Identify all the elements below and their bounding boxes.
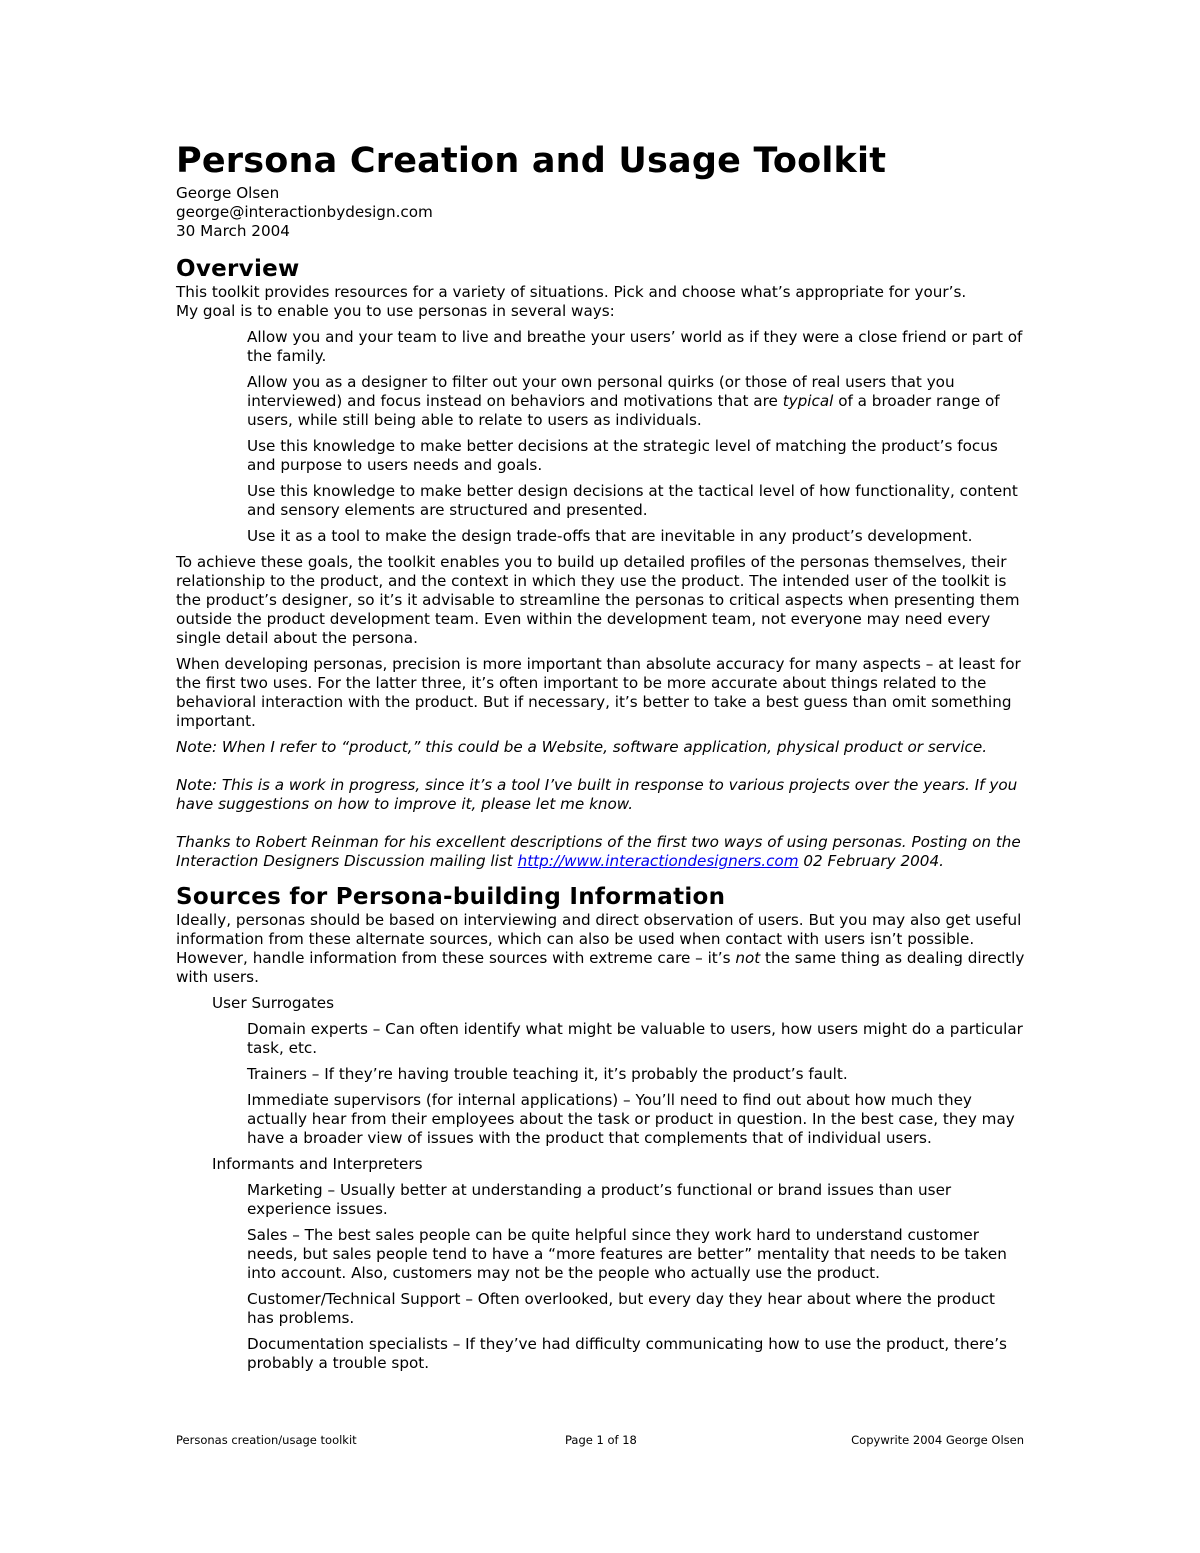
sources-intro: Ideally, personas should be based on interviewing and direct observation of users. But you may also get useful information from these alternate sources, which can also be used when contact with users isn’t possible. However, handle information from these sources with extreme care – it’s not the same thing as dealing directly with users. (176, 911, 1025, 986)
emphasis-typical: typical (782, 392, 834, 410)
overview-intro-line1: This toolkit provides resources for a variety of situations. Pick and choose what’s appropriate for your’s. (176, 283, 967, 301)
list-item: Marketing – Usually better at understanding a product’s functional or brand issues than user experience issues. (247, 1181, 952, 1218)
goal-item-2: Allow you as a designer to filter out your own personal quirks (or those of real users that you interviewed) and focus instead on behaviors and motivations that are typical of a broader range of users, while still being able to relate to users as individuals. (247, 373, 1000, 429)
goal-item-5: Use it as a tool to make the design trade-offs that are inevitable in any product’s development. (247, 527, 973, 545)
sources-heading: Sources for Persona-building Information (176, 884, 726, 910)
note-work-in-progress: Note: This is a work in progress, since it’s a tool I’ve built in response to various projects over the years. If you have suggestions on how to improve it, please let me know. (176, 776, 1018, 813)
list-item: Trainers – If they’re having trouble teaching it, it’s probably the product’s fault. (247, 1065, 848, 1083)
document-date: 30 March 2004 (176, 222, 290, 240)
goal-item-1: Allow you and your team to live and breathe your users’ world as if they were a close friend or part of the family. (247, 328, 1023, 365)
footer-page-number: Page 1 of 18 (565, 1433, 637, 1447)
list-item: Immediate supervisors (for internal applications) – You’ll need to find out about how much they actually hear from their employees about the task or product in question. In the best case, they may have a broader view of issues with the product that complements that of individual users. (247, 1091, 1015, 1147)
goal-item-3: Use this knowledge to make better decisions at the strategic level of matching the product’s focus and purpose to users needs and goals. (247, 437, 998, 474)
footer-doc-name: Personas creation/usage toolkit (176, 1433, 357, 1447)
thanks-note: Thanks to Robert Reinman for his excellent descriptions of the first two ways of using personas. Posting on the Interaction Designers Discussion mailing list http://www.interactiondesigners.com 02 February 2004. (176, 833, 1021, 870)
overview-paragraph-1: To achieve these goals, the toolkit enables you to build up detailed profiles of the personas themselves, their relationship to the product, and the context in which they use the product. The intended user of the toolkit is the product’s designer, so it’s it advisable to streamline the personas to critical aspects when presenting them outside the product development team. Even within the development team, not everyone may need every single detail about the persona. (176, 553, 1020, 647)
document-title: Persona Creation and Usage Toolkit (176, 141, 887, 181)
group-label-informants: Informants and Interpreters (212, 1155, 423, 1173)
list-item: Customer/Technical Support – Often overlooked, but every day they hear about where the product has problems. (247, 1290, 996, 1327)
page-content (176, 140, 1026, 1380)
author-email: george@interactionbydesign.com (176, 203, 433, 221)
list-item: Domain experts – Can often identify what might be valuable to users, how users might do a particular task, etc. (247, 1020, 1023, 1057)
list-item: Sales – The best sales people can be quite helpful since they work hard to understand customer needs, but sales people tend to have a “more features are better” mentality that needs to be taken into account. Also, customers may not be the people who actually use the product. (247, 1226, 1007, 1282)
author-name: George Olsen (176, 184, 280, 202)
interaction-designers-link[interactable]: http://www.interactiondesigners.com (517, 852, 799, 870)
group-label-user-surrogates: User Surrogates (212, 994, 335, 1012)
overview-paragraph-2: When developing personas, precision is more important than absolute accuracy for many aspects – at least for the first two uses. For the latter three, it’s often important to be more accurate about things related to the behavioral interaction with the product. But if necessary, it’s better to take a best guess than omit something important. (176, 655, 1021, 730)
overview-heading: Overview (176, 256, 300, 282)
page-footer (176, 1433, 1024, 1449)
goal-item-4: Use this knowledge to make better design decisions at the tactical level of how functionality, content and sensory elements are structured and presented. (247, 482, 1018, 519)
footer-copyright: Copywrite 2004 George Olsen (851, 1433, 1024, 1447)
note-product: Note: When I refer to “product,” this could be a Website, software application, physical product or service. (176, 738, 988, 756)
list-item: Documentation specialists – If they’ve had difficulty communicating how to use the product, there’s probably a trouble spot. (247, 1335, 1007, 1372)
overview-intro-line2: My goal is to enable you to use personas in several ways: (176, 302, 615, 320)
emphasis-not: not (735, 949, 761, 967)
